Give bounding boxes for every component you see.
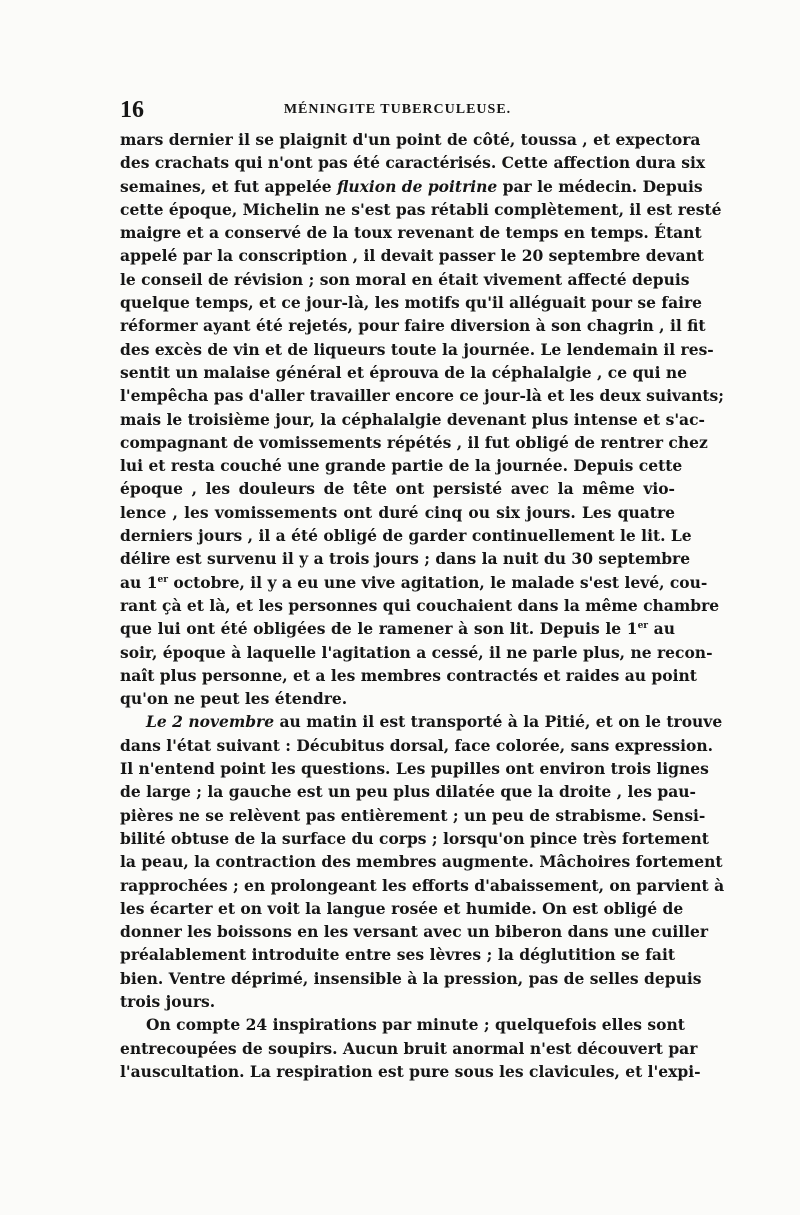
text-line: appelé par la conscription , il devait passer le 20 septembre devant (120, 246, 704, 266)
page-number: 16 (120, 97, 144, 123)
italic-segment: Le 2 novembre (146, 712, 275, 732)
text-segment: octobre, il y a eu une vive agitation, le malade s'est levé, cou- (167, 572, 708, 592)
text-line: maigre et a conservé de la toux revenant de temps en temps. Étant (120, 223, 702, 243)
text-line: époque , les douleurs de tête ont persisté avec la même vio- (120, 479, 675, 499)
text-line: délire est survenu il y a trois jours ; dans la nuit du 30 septembre (120, 549, 691, 569)
text-line: les écarter et on voit la langue rosée et humide. On est obligé de (120, 898, 684, 918)
text-line: trois jours. (120, 991, 216, 1011)
text-line: derniers jours , il a été obligé de garder continuellement le lit. Le (120, 526, 692, 546)
body-text (120, 128, 725, 1083)
text-line: rapprochées ; en prolongeant les efforts d'abaissement, on parvient à (120, 875, 725, 895)
text-line: Il n'entend point les questions. Les pupilles ont environ trois lignes (120, 759, 709, 779)
text-line: sentit un malaise général et éprouva de la céphalalgie , ce qui ne (120, 362, 687, 382)
text-line: soir, époque à laquelle l'agitation a cessé, il ne parle plus, ne recon- (120, 642, 713, 662)
text-segment: au (648, 619, 675, 639)
text-line: réformer ayant été rejetés, pour faire diversion à son chagrin , il fit (120, 316, 706, 336)
ordinal-superscript: er (637, 621, 649, 632)
text-line: préalablement introduite entre ses lèvres ; la déglutition se fait (120, 945, 675, 965)
text-line: entrecoupées de soupirs. Aucun bruit anormal n'est découvert par (120, 1038, 698, 1058)
text-line: bilité obtuse de la surface du corps ; lorsqu'on pince très fortement (120, 828, 709, 848)
text-line: cette époque, Michelin ne s'est pas rétabli complètement, il est resté (120, 199, 722, 219)
text-line: rant çà et là, et les personnes qui couchaient dans la même chambre (120, 595, 720, 615)
text-line: la peau, la contraction des membres augmente. Mâchoires fortement (120, 852, 723, 872)
text-line: lence , les vomissements ont duré cinq ou six jours. Les quatre (120, 502, 675, 522)
text-line (120, 175, 703, 198)
text-line: des crachats qui n'ont pas été caractérisés. Cette affection dura six (120, 153, 706, 173)
text-segment: au 1 (120, 572, 158, 592)
text-line: dans l'état suivant : Décubitus dorsal, face colorée, sans expression. (120, 735, 714, 755)
text-segment: par le médecin. Depuis (497, 176, 703, 196)
text-line: qu'on ne peut les étendre. (120, 689, 348, 709)
paragraph (120, 1013, 701, 1083)
paragraph (120, 128, 724, 710)
page-header (120, 96, 675, 128)
text-line: pières ne se relèvent pas entièrement ; un peu de strabisme. Sensi- (120, 805, 706, 825)
text-line (120, 571, 708, 594)
text-line (120, 710, 723, 733)
book-page (120, 96, 725, 1083)
text-segment: au matin il est transporté à la Pitié, et on le trouve (274, 712, 723, 732)
text-line: des excès de vin et de liqueurs toute la journée. Le lendemain il res- (120, 339, 714, 359)
text-segment: semaines, et fut appelée (120, 176, 338, 196)
text-line: de large ; la gauche est un peu plus dilatée que la droite , les pau- (120, 782, 696, 802)
text-line: mars dernier il se plaignit d'un point de côté, toussa , et expectora (120, 130, 701, 149)
text-line: compagnant de vomissements répétés , il fut obligé de rentrer chez (120, 432, 708, 452)
running-title: MÉNINGITE TUBERCULEUSE. (283, 102, 512, 117)
text-line (120, 617, 675, 640)
text-line: l'empêcha pas d'aller travailler encore ce jour-là et les deux suivants; (120, 386, 724, 406)
italic-segment: fluxion de poitrine (337, 176, 498, 196)
text-line: donner les boissons en les versant avec un biberon dans une cuiller (120, 922, 709, 942)
text-line: quelque temps, et ce jour-là, les motifs qu'il alléguait pour se faire (120, 293, 703, 313)
text-line: naît plus personne, et a les membres contractés et raides au point (120, 665, 697, 685)
text-line: le conseil de révision ; son moral en était vivement affecté depuis (120, 269, 690, 289)
text-line: mais le troisième jour, la céphalalgie devenant plus intense et s'ac- (120, 409, 705, 429)
ordinal-superscript: er (157, 574, 168, 585)
text-line: bien. Ventre déprimé, insensible à la pression, pas de selles depuis (120, 968, 702, 988)
text-line: l'auscultation. La respiration est pure sous les clavicules, et l'expi- (120, 1061, 701, 1081)
paragraph (120, 710, 725, 1013)
text-segment: que lui ont été obligées de le ramener à son lit. Depuis le 1 (120, 619, 638, 639)
text-line: On compte 24 inspirations par minute ; quelquefois elles sont (146, 1015, 685, 1035)
text-line: lui et resta couché une grande partie de la journée. Depuis cette (120, 456, 683, 476)
